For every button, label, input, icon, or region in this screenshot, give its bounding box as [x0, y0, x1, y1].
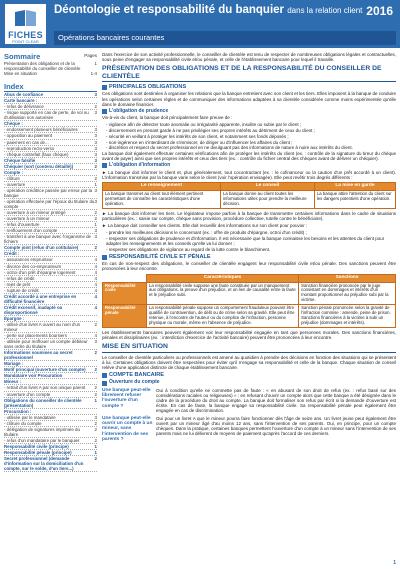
index-entry-label: Informations soumises au secret professionnel — [4, 350, 73, 361]
index-entry-page: 3 — [94, 339, 97, 345]
index-entry — [4, 456, 97, 472]
index-entry-page: 4 — [94, 257, 97, 263]
index-entry-label: - utilisée pour renflouer un compte débiteur sans ordre du titulaire — [4, 339, 88, 350]
document-subtitle: Opérations bancaires courantes — [54, 31, 396, 45]
index-entry-page: 2 — [94, 216, 97, 222]
index-entry-label: Mariage : — [4, 361, 24, 367]
table-cell: La banque transmet au client tout élément pertinent permettant de connaître les caractéristiques d'une opération. — [103, 190, 221, 208]
summary-heading: Sommaire — [4, 52, 41, 61]
responsabilite-intro: En cas de non-respect des obligations, le conseiller de clientèle engagent leur responsabilité civile et/ou pénale. Des sanctions peuvent être prononcées à leur encontre. — [102, 261, 396, 272]
table-header: Caractéristiques — [147, 274, 299, 282]
index-entry-page: 2 — [94, 163, 97, 169]
logo-main-text: FICHES — [8, 30, 43, 40]
index-entry-page: 3 — [94, 234, 97, 240]
square-bullet-icon — [102, 163, 107, 168]
summary-item: Présentation des obligations et de la responsabilité du conseiller de clientèle 1 — [4, 61, 97, 72]
index-entry-label: Compte joint (refus d'un cotitulaire) — [4, 245, 79, 251]
table-row — [103, 305, 396, 328]
list-item: - prendre les meilleures décisions le concernant (ex. : offre de produits d'épargne, octroi d'un crédit) ; — [106, 230, 307, 236]
square-bullet-icon — [102, 381, 107, 386]
table-cell: Sanction financière prononcée par le juge consistant en dommages et intérêts d'un montant proportionnel au préjudice subi par la victime. — [299, 282, 396, 305]
principal-heading: PRINCIPALES OBLIGATIONS — [102, 85, 396, 90]
index-entry-page: 3 — [94, 127, 97, 133]
index-entry-label: Carte bancaire : — [4, 98, 38, 104]
information-p2: ► La banque doit informer les tiers. Le législateur impose parfois à la banque de transmettre certaines informations dans le cadre de situations particulières (ex. : saisie sur compte, chèque sans provision, procédure collective, tutelle contre le bénéficiaire). — [102, 210, 396, 221]
presentation-heading: PRÉSENTATION DES OBLIGATIONS ET DE LA RESPONSABILITÉ DU CONSEILLER DE CLIENTÈLE — [102, 65, 396, 82]
index-entry-page: 3 — [94, 145, 97, 151]
page-number: 1 — [393, 560, 396, 566]
index-entry-label: - délégation de signatures imprimée du titulaire — [4, 426, 80, 437]
index-entry-label: - endossement plusieurs bénéficiaires — [4, 127, 78, 133]
index-entry-label: Compte : — [4, 169, 24, 175]
index-entry-page: 1 — [94, 181, 97, 187]
index-entry-page: 3 — [94, 92, 97, 98]
index-entry — [4, 398, 97, 409]
index-entry-label: Obligations du conseiller de clientèle (présentation) — [4, 397, 82, 408]
list-item: - non-ingérence en s'interdisant de s'immiscer, de diriger ou d'influencer les affaires du client ; — [106, 139, 293, 145]
compte-heading: COMPTE BANCAIRE — [102, 373, 396, 378]
row-header: Responsabilité civile — [103, 282, 147, 305]
index-entry-label: - utilisé d'un livret A ouvert au nom d'un mineur — [4, 321, 81, 333]
index-entry-label: Chèque falsifié — [4, 157, 36, 163]
index-entry-label: - utilisée par le mandataire — [4, 414, 56, 420]
index-entry-page: 4 — [94, 287, 97, 293]
square-bullet-icon — [102, 85, 107, 90]
table-row — [103, 282, 396, 305]
index-entry-page: 2 — [94, 385, 97, 391]
index-entry-label: - ouverture à un mineur — [4, 216, 50, 222]
index-entry — [4, 322, 97, 333]
index-entry-page: 1 — [94, 397, 97, 403]
index-entry — [4, 188, 97, 199]
index-entry-page: 3 — [94, 414, 97, 420]
index-entry — [4, 234, 97, 245]
table-cell: La banque donne au client toutes les informations utiles pour prendre la meilleure décision. — [221, 190, 315, 208]
index-entry-page: 4 — [94, 304, 97, 310]
qa-item — [102, 416, 396, 442]
index-entry-label: Procuration : — [4, 408, 32, 414]
table-corner — [103, 274, 147, 282]
index-entry-page: 2 — [94, 437, 97, 443]
summary-pages-label: Pages — [84, 53, 97, 58]
index-entry-page: 4 — [94, 275, 97, 281]
index-entry-label: Crédit accordé à une entreprise en difficulté financière — [4, 293, 77, 304]
document-title — [54, 4, 362, 16]
index-entry — [4, 305, 97, 316]
index-entry-label: Chèque : — [4, 121, 23, 127]
index-entry-page: 3 — [94, 133, 97, 139]
table-header: Le renseignement — [103, 182, 221, 190]
index-entry — [4, 339, 97, 350]
table-cell: La responsabilité civile suppose une faute constituée par un manquement aux obligations, la preuve d'un préjudice, et un lien de causalité entre la faute et le préjudice subi. — [147, 282, 299, 305]
index-entry-label: Abus de confiance — [4, 92, 44, 98]
index-entry-label: - octroi d'un prêt d'épargne logement — [4, 269, 76, 275]
table-cell: La responsabilité pénale suppose un comportement frauduleux pouvant être qualifié de contravention, de délit ou de crime selon sa gravité. Elle peut être retenue, à l'encontre de l'auteur ou du complice de l'infraction, personne physique ou morale, même en l'absence de préjudice. — [147, 305, 299, 328]
index-entry-label: - divorce des co-emprunteurs — [4, 263, 62, 269]
table-cell: Sanction pénale prononcée selon la gravité de l'infraction commise : amende, peine de prison. Sanctions financières à la victime à subi un préjudice (dommages et intérêts). — [299, 305, 396, 328]
index-entry — [4, 199, 97, 210]
sidebar — [4, 52, 97, 564]
index-entry-label: Chéquier (sort (contenu détaillé)) — [4, 163, 74, 169]
page-header — [0, 0, 400, 48]
title-main: Déontologie et responsabilité du banquier — [54, 4, 285, 16]
index-entry-label: - opposition au paiement — [4, 133, 53, 139]
table-cell: La banque attire l'attention du client sur les dangers potentiels d'une opération. — [314, 190, 395, 208]
index-entry-page: 3 — [94, 228, 97, 234]
list-item: - discrétion et respect du secret professionnel en ne divulguant pas des informations de nature à nuire aux intérêts du client. — [106, 145, 353, 151]
ouverture-heading: Ouverture du compte — [102, 380, 396, 385]
question: Une banque peut-elle librement refuser l'ouverture d'un compte ? — [102, 387, 151, 409]
index-entry-page: 4 — [94, 269, 97, 275]
index-entry-page: 2 — [94, 367, 97, 373]
index-entry-label: - risque supporté en cas de perte, de vol ou d'utilisation non autorisée — [4, 110, 89, 121]
index-entry-page: 4 — [94, 333, 97, 339]
index-entry-label: - assurances emprunteur — [4, 257, 53, 263]
index-entry-label: Responsabilité civile (principe) — [4, 443, 69, 449]
index-entry-label: - refus d'un mandataire par le banquier — [4, 437, 80, 443]
mise-intro: Le conseiller de clientèle particuliers ou professionnels est amené au quotidien à prendre des décisions en fonction des situations qui se présentent à lui. Certaines obligations doivent être respectées pour éviter qu'il n'engage sa responsabilité et celle de la banque. Chaque situation de conseil relève d'une application distincte de chaque établissement bancaire. — [102, 354, 396, 370]
index-entry — [4, 350, 97, 361]
index-entry-page: 2 — [94, 245, 97, 251]
qa-item — [102, 388, 396, 414]
index-entry-page: 3 — [94, 139, 97, 145]
index-entry-page: 1 — [94, 443, 97, 449]
index-entry-label: Mineur : — [4, 379, 22, 385]
responsabilite-outro: Les établissements bancaires peuvent également voir leur responsabilité engagée en tant que personnes morales. Des sanctions financières, pénales et disciplinaires (ex. : interdiction d'exercice de l'activité bancaire) peuvent être prononcées à leur encontre. — [102, 329, 396, 340]
index-entry — [4, 294, 97, 305]
responsabilite-heading: RESPONSABILITÉ CIVILE ET PÉNALE — [102, 255, 396, 260]
index-entry-label: Motif principal (ouverture d'un compte) — [4, 367, 86, 373]
answer: Oui pour un livret A que le mineur pourra faire fonctionner dès l'âge de seize ans. Un livret jeune peut également être ouvert par un mineur âgé d'au moins 12 ans, sans l'intervention de ses parents. Oui, en principe, pour un compte chèques. Dans la pratique, certaines banques permettent l'ouverture d'un compte à un mineur sans l'intervention de ses parents mais ne lui délivrent de moyens de paiement qu'après l'accord de ces derniers. — [156, 415, 396, 437]
index-entry-label: - transfert à une banque avec l'organisme de fichiers — [4, 234, 91, 245]
square-bullet-icon — [102, 373, 107, 378]
index-entry-page: 2 — [94, 391, 97, 397]
index-entry-page: 2 — [94, 426, 97, 432]
index-entry-page: 2 — [94, 210, 97, 216]
information-p1: ► La banque doit informer le client et, plus généralement, tout cocontractant (ex. : le cofinanceur ou la caution d'un prêt accordé à un client). L'information transmise par la banque varie selon le client (voir l'opération envisagée). Elle peut revêtir trois degrés différents : — [102, 169, 396, 180]
table-header: La mise en garde — [314, 182, 395, 190]
index-entry-page: 2 — [94, 104, 97, 110]
index-entry-label: - ouverture — [4, 181, 26, 187]
index-entry-label: - chèque contrefait (faux chèque) — [4, 151, 69, 157]
list-item: - respecter ses obligations de prudence et d'information. Il est nécessaire que la banque connaisse les besoins et les attentes du client pour adapter les renseignements et les conseils qu'elle va lui donner ; — [106, 235, 385, 247]
index-entry-label: - refus d'ouverture — [4, 222, 40, 228]
information-bullets — [102, 230, 396, 252]
question: Une banque peut-elle ouvrir un compte à un mineur, sans l'intervention de ses parents ? — [102, 415, 153, 442]
index-entry-label: - clôture — [4, 175, 20, 181]
index-entry-label: Crédit : — [4, 251, 20, 257]
index-list — [4, 92, 97, 472]
index-entry-label: - rejet de prêt — [4, 281, 31, 287]
index-entry-label: - ouverture à un mineur protégé — [4, 210, 66, 216]
logo-sub-text: POINT CLEAR — [12, 39, 39, 44]
index-entry-label: - reproduction recto-verso — [4, 145, 55, 151]
index-entry-label: - refus de délivrance — [4, 104, 44, 110]
responsabilite-table — [102, 274, 396, 328]
index-entry-label: Secret professionnel (demande d'information sur la domiciliation d'un compte, sur le solde, d'un tiers...) — [4, 456, 84, 472]
index-entry-page: 2 — [94, 321, 97, 327]
index-heading: Index — [4, 82, 97, 92]
main-content — [102, 52, 396, 564]
index-entry-page: 4 — [94, 281, 97, 287]
book-logo-icon — [13, 8, 38, 28]
index-entry-label: - retrait d'un livret A par son unique parent — [4, 385, 86, 391]
index-entry-label: - renflouement d'un compte — [4, 228, 58, 234]
mise-heading: MISE EN SITUATION — [102, 343, 396, 352]
information-table — [102, 182, 396, 209]
index-entry-label: - perte sur placements boursiers — [4, 333, 67, 339]
principal-text: Ces obligations sont destinées à organiser les relations que la banque entretient avec son client et les tiers. Elles imposent à la banque de conduire les opérations selon certaines règles et de communiquer des informations adaptées à sa clientèle considérée comme moins expérimentée qu'elle dans le domaine financier. — [102, 91, 396, 107]
document-year: 2016 — [366, 4, 393, 18]
index-entry — [4, 110, 97, 121]
index-entry-label: - opération créditrice passée par erreur par la banque — [4, 187, 93, 198]
list-item: - sécurité en veillant à protéger les intérêts de son client, et notamment ses fonds déposés ; — [106, 133, 289, 139]
square-bullet-icon — [102, 255, 107, 260]
index-entry-page: 2 — [94, 420, 97, 426]
index-entry-label: Mandataire voir Procuration — [4, 373, 63, 379]
prudence-heading: L'obligation de prudence — [102, 109, 396, 114]
index-entry-label: - clôture du compte — [4, 420, 42, 426]
information-p3: ► La banque doit conseiller ses clients. Elle doit recueillir des informations sur son client pour pouvoir : — [102, 223, 308, 228]
answer: Oui à condition qu'elle ne commette pas de faute : « en abusant de son droit de refus (ex. : refus basé sur des considérations raciales ou religieuses) » ; en refusant d'ouvrir un compte alors que cette banque a été désignée dans le cadre de la procédure du droit au compte. La banque doit formaliser son refus par écrit si la demande d'ouverture est écrite. En cas de faute, la banque engage sa responsabilité civile. Sa responsabilité pénale peut également être engagée en cas de discrimination. — [156, 387, 396, 414]
index-entry-label: - ouverture d'un compte — [4, 391, 51, 397]
index-entry-label: Responsabilité pénale (principe) — [4, 450, 72, 455]
table-header: Le conseil — [221, 182, 315, 190]
index-entry-page: 2 — [94, 350, 97, 356]
index-entry-page: 1 — [94, 222, 97, 228]
prudence-outro: La banque doit également effectuer certaines vérifications afin de protéger les intérêts du client (ex. : contrôle de la signature du tireur du chèque avant de payer) ainsi que ses propres intérêts et ceux des tiers (ex. : contrôle du fichier central des chèques avant de délivrer un chéquier). — [102, 150, 396, 162]
index-entry-label: - paiement en cas de... — [4, 139, 49, 145]
index-entry-page: 2 — [94, 456, 97, 462]
list-item: - respecter ses obligations de vigilance au regard de la lutte contre le blanchiment. — [106, 246, 271, 252]
prudence-bullets — [102, 122, 396, 150]
index-entry-page: 3 — [94, 187, 97, 193]
fiches-logo — [4, 3, 47, 45]
index-entry-label: - refus de crédit — [4, 275, 35, 281]
index-entry-page: 3 — [94, 157, 97, 163]
index-entry-page: 3 — [94, 110, 97, 116]
index-entry-page: 1 — [94, 450, 97, 455]
list-item: - discernement en prenant garde à ne pas privilégier ses propres intérêts au détriment de ceux du client ; — [106, 128, 315, 134]
index-entry-page: 3 — [94, 198, 97, 204]
table-header: Sanctions — [299, 274, 396, 282]
index-entry-label: Épargne : — [4, 315, 25, 321]
index-entry-page: 3 — [94, 151, 97, 157]
index-entry-page: 4 — [94, 293, 97, 299]
index-entry-page: 4 — [94, 263, 97, 269]
information-heading: L'obligation d'information — [102, 163, 396, 168]
summary-item: Mise en situation 1-4 — [4, 71, 97, 77]
index-entry-label: Crédit excessif, inadapté ou disproportionné — [4, 304, 63, 315]
index-entry-label: - rupture de crédit — [4, 287, 39, 293]
index-entry-page: 2 — [94, 175, 97, 181]
list-item: - vigilance afin de détecter toute anomalie ou irrégularité apparente, insolite ou subie par le client ; — [106, 122, 302, 128]
row-header: Responsabilité pénale — [103, 305, 147, 328]
title-suffix: dans la relation client — [287, 6, 363, 15]
square-bullet-icon — [102, 109, 107, 114]
intro-paragraph: Dans l'exercice de son activité professionnelle, le conseiller de clientèle est tenu de respecter de nombreuses obligations légales et contractuelles, sous peine d'engager sa responsabilité civile et/ou pénale, et celle de l'établissement bancaire pour lequel il travaille. — [102, 52, 396, 63]
index-entry-label: - opération effectuée par l'époux du titulaire du compte — [4, 198, 95, 210]
index-entry — [4, 427, 97, 438]
prudence-intro: Vis-à-vis du client, la banque doit principalement faire preuve de : — [102, 115, 233, 121]
